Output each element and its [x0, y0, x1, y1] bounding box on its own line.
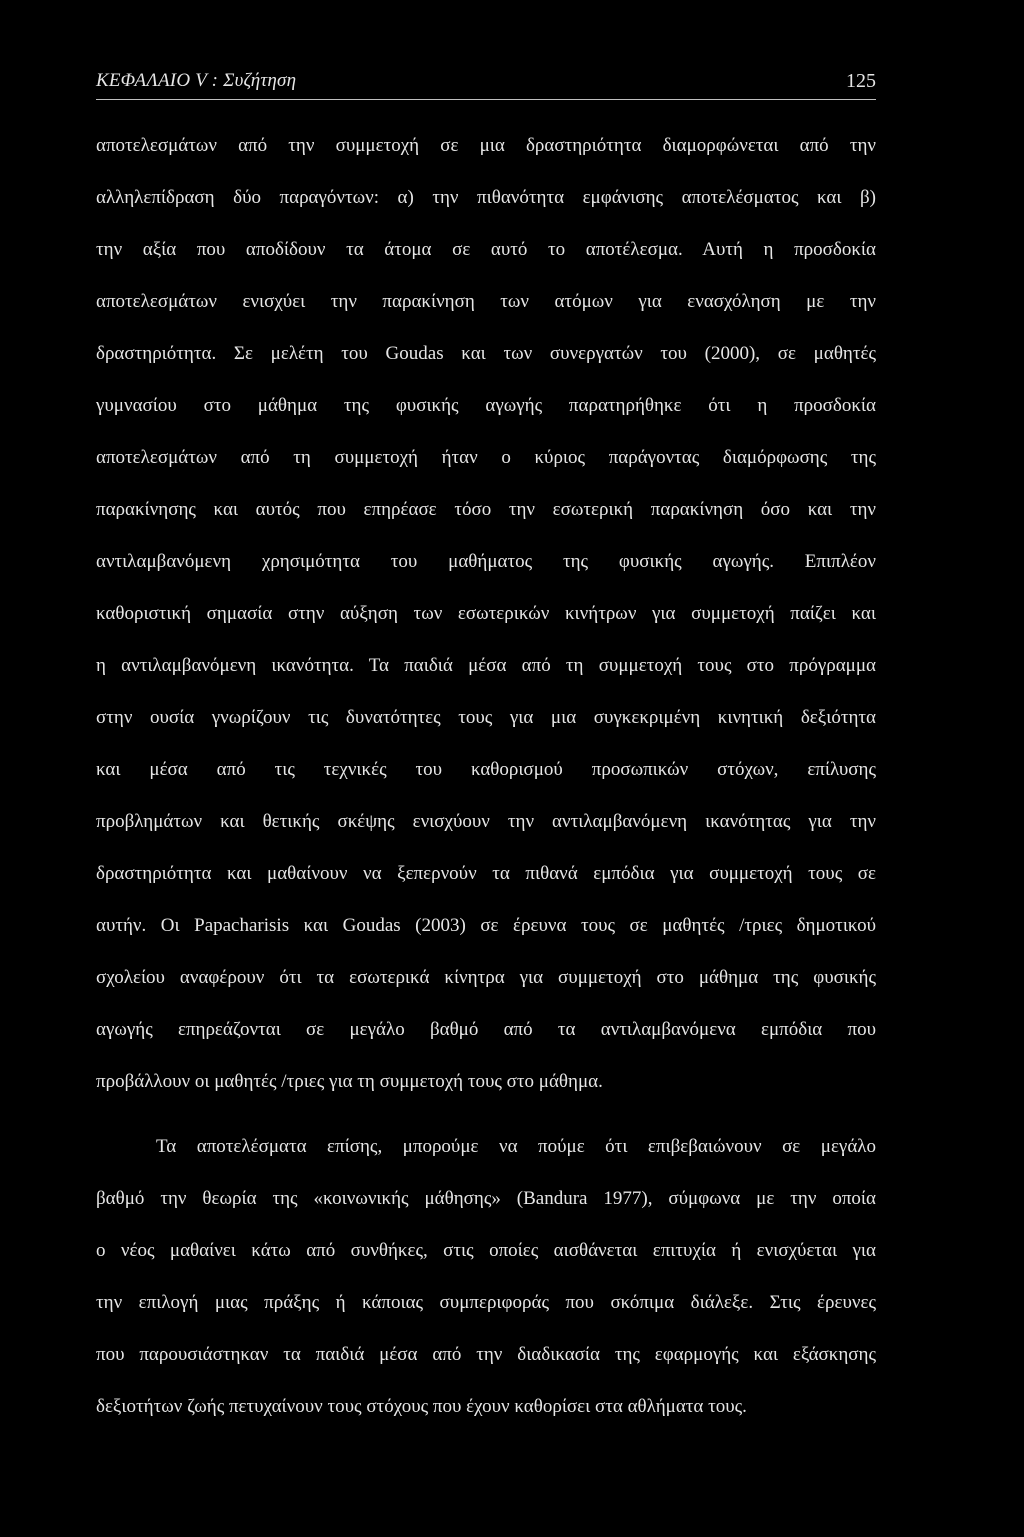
text-line: προβάλλουν οι μαθητές /τριες για τη συμμετοχή τους στο μάθημα.: [96, 1071, 603, 1092]
text-line: στην ουσία γνωρίζουν τις δυνατότητες τους για μια συγκεκριμένη κινητική δεξιότητα: [96, 707, 876, 728]
text-line: δεξιοτήτων ζωής πετυχαίνουν τους στόχους που έχουν καθορίσει στα αθλήματα τους.: [96, 1396, 747, 1417]
page-number: 125: [846, 70, 876, 92]
header-rule: [96, 99, 876, 100]
text-line: δραστηριότητα και μαθαίνουν να ξεπερνούν τα πιθανά εμπόδια για συμμετοχή τους σε: [96, 863, 876, 884]
text-line: σχολείου αναφέρουν ότι τα εσωτερικά κίνητρα για συμμετοχή στο μάθημα της φυσικής: [96, 967, 876, 988]
paragraph-1: [96, 129, 876, 1117]
text-line: αυτήν. Οι Papacharisis και Goudas (2003) σε έρευνα τους σε μαθητές /τριες δημοτικού: [96, 915, 876, 936]
text-line: παρακίνησης και αυτός που επηρέασε τόσο την εσωτερική παρακίνηση όσο και την: [96, 499, 876, 520]
page-header: [96, 64, 876, 100]
text-line: αγωγής επηρεάζονται σε μεγάλο βαθμό από τα αντιλαμβανόμενα εμπόδια που: [96, 1019, 876, 1040]
text-line: που παρουσιάστηκαν τα παιδιά μέσα από την διαδικασία της εφαρμογής και εξάσκησης: [96, 1344, 876, 1365]
text-line: την αξία που αποδίδουν τα άτομα σε αυτό το αποτέλεσμα. Αυτή η προσδοκία: [96, 239, 876, 260]
chapter-title: ΚΕΦΑΛΑΙΟ V : Συζήτηση: [96, 70, 297, 91]
body-text: [96, 129, 876, 1442]
text-line: καθοριστική σημασία στην αύξηση των εσωτερικών κινήτρων για συμμετοχή παίζει και: [96, 603, 876, 624]
text-line: αλληλεπίδραση δύο παραγόντων: α) την πιθανότητα εμφάνισης αποτελέσματος και β): [96, 187, 876, 208]
text-line: προβλημάτων και θετικής σκέψης ενισχύουν την αντιλαμβανόμενη ικανότητας για την: [96, 811, 876, 832]
text-line: βαθμό την θεωρία της «κοινωνικής μάθησης» (Bandura 1977), σύμφωνα με την οποία: [96, 1188, 876, 1209]
text-line: την επιλογή μιας πράξης ή κάποιας συμπεριφοράς που σκόπιμα διάλεξε. Στις έρευνες: [96, 1292, 876, 1313]
text-line: δραστηριότητα. Σε μελέτη του Goudas και των συνεργατών του (2000), σε μαθητές: [96, 343, 876, 364]
text-line: η αντιλαμβανόμενη ικανότητα. Τα παιδιά μέσα από τη συμμετοχή τους στο πρόγραμμα: [96, 655, 876, 676]
text-line: ο νέος μαθαίνει κάτω από συνθήκες, στις οποίες αισθάνεται επιτυχία ή ενισχύεται για: [96, 1240, 876, 1261]
text-line: αντιλαμβανόμενη χρησιμότητα του μαθήματος της φυσικής αγωγής. Επιπλέον: [96, 551, 876, 572]
text-line: αποτελεσμάτων από τη συμμετοχή ήταν ο κύριος παράγοντας διαμόρφωσης της: [96, 447, 876, 468]
paragraph-gap: [96, 1117, 876, 1130]
text-line: γυμνασίου στο μάθημα της φυσικής αγωγής παρατηρήθηκε ότι η προσδοκία: [96, 395, 876, 416]
text-line: Τα αποτελέσματα επίσης, μπορούμε να πούμε ότι επιβεβαιώνουν σε μεγάλο: [156, 1136, 876, 1157]
text-line: αποτελεσμάτων ενισχύει την παρακίνηση των ατόμων για ενασχόληση με την: [96, 291, 876, 312]
text-line: αποτελεσμάτων από την συμμετοχή σε μια δραστηριότητα διαμορφώνεται από την: [96, 135, 876, 156]
text-line: και μέσα από τις τεχνικές του καθορισμού προσωπικών στόχων, επίλυσης: [96, 759, 876, 780]
paragraph-2: [96, 1130, 876, 1442]
